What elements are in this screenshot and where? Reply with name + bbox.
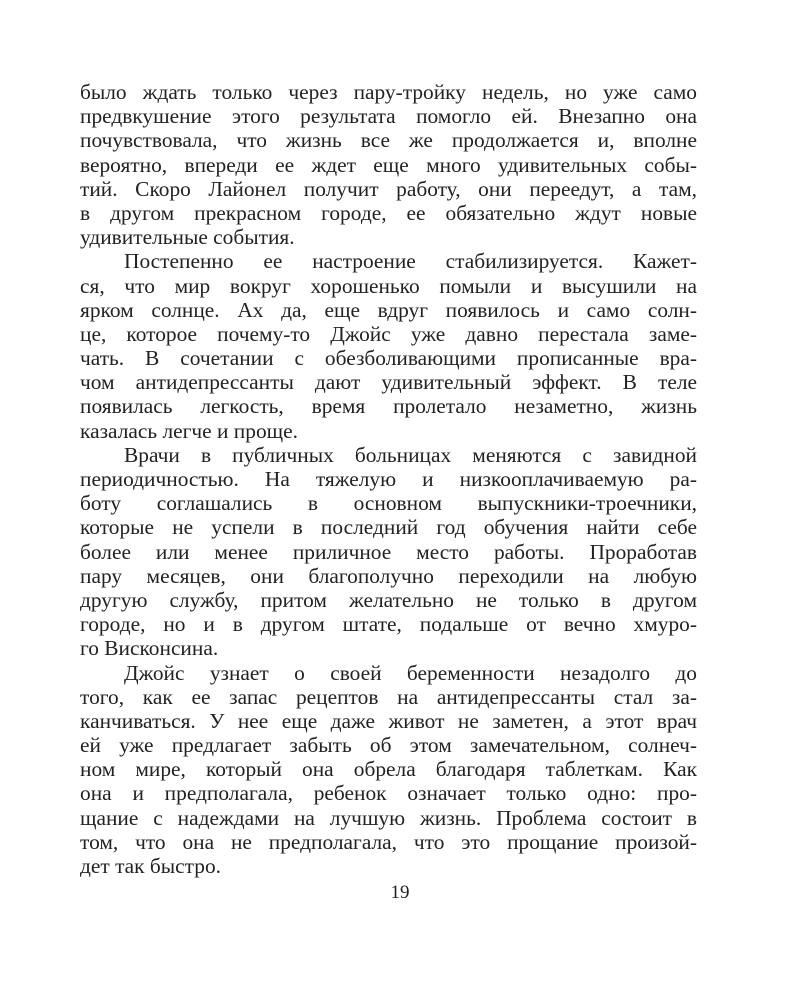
text-line: канчиваться. У нее еще даже живот не заметен, а этот врач: [80, 708, 697, 733]
text-line: она и предполагала, ребенок означает только одно: про-: [80, 781, 697, 806]
text-line: вероятно, впереди ее ждет еще много удивительных собы-: [80, 152, 697, 177]
text-line: ей уже предлагает забыть об этом замечательном, солнеч-: [80, 733, 697, 758]
text-line: це, которое почему-то Джойс уже давно перестала заме-: [80, 321, 697, 346]
body-text: [80, 80, 697, 878]
text-line: которые не успели в последний год обучения найти себе: [80, 515, 697, 540]
text-line: более или менее приличное место работы. Проработав: [80, 539, 697, 564]
text-line: появилась легкость, время пролетало незаметно, жизнь: [80, 394, 697, 419]
text-line: периодичностью. На тяжелую и низкооплачиваемую ра-: [80, 467, 697, 491]
paragraph: [80, 249, 697, 443]
page-number: 19: [390, 882, 410, 903]
paragraph: [80, 443, 697, 661]
paragraph: [80, 80, 697, 249]
text-line: казалась легче и проще.: [80, 418, 298, 443]
text-line: почувствовала, что жизнь все же продолжается и, вполне: [80, 128, 697, 153]
text-line: ярком солнце. Ах да, еще вдруг появилось и само солн-: [80, 297, 697, 322]
text-line: боту соглашались в основном выпускники-троечники,: [80, 491, 697, 516]
text-line: Джойс узнает о своей беременности незадолго до: [124, 660, 697, 685]
text-line: другую службу, притом желательно не только в другом: [80, 587, 697, 612]
text-line: чать. В сочетании с обезболивающими прописанные вра-: [80, 346, 697, 371]
text-line: пару месяцев, они благополучно переходили на любую: [80, 563, 697, 588]
text-line: дет так быстро.: [80, 854, 222, 878]
text-line: ся, что мир вокруг хорошенько помыли и высушили на: [80, 273, 697, 298]
text-line: того, как ее запас рецептов на антидепрессанты стал за-: [80, 684, 697, 709]
text-line: чом антидепрессанты дают удивительный эффект. В теле: [80, 370, 697, 395]
text-line: удивительные события.: [80, 225, 295, 250]
text-line: Врачи в публичных больницах меняются с завидной: [124, 442, 697, 467]
text-line: ном мире, который она обрела благодаря таблеткам. Как: [80, 757, 697, 782]
text-line: городе, но и в другом штате, подальше от вечно хмуро-: [80, 612, 697, 637]
text-line: тий. Скоро Лайонел получит работу, они переедут, а там,: [80, 176, 697, 201]
text-line: было ждать только через пару-тройку недель, но уже само: [80, 80, 697, 104]
text-line: предвкушение этого результата помогло ей. Внезапно она: [80, 104, 697, 129]
text-line: том, что она не предполагала, что это прощание произой-: [80, 829, 697, 854]
paragraph: [80, 661, 697, 879]
text-line: Постепенно ее настроение стабилизируется. Кажет-: [124, 249, 697, 274]
text-line: в другом прекрасном городе, ее обязательно ждут новые: [80, 200, 697, 225]
text-line: го Висконсина.: [80, 636, 219, 661]
text-line: щание с надеждами на лучшую жизнь. Проблема состоит в: [80, 805, 697, 830]
